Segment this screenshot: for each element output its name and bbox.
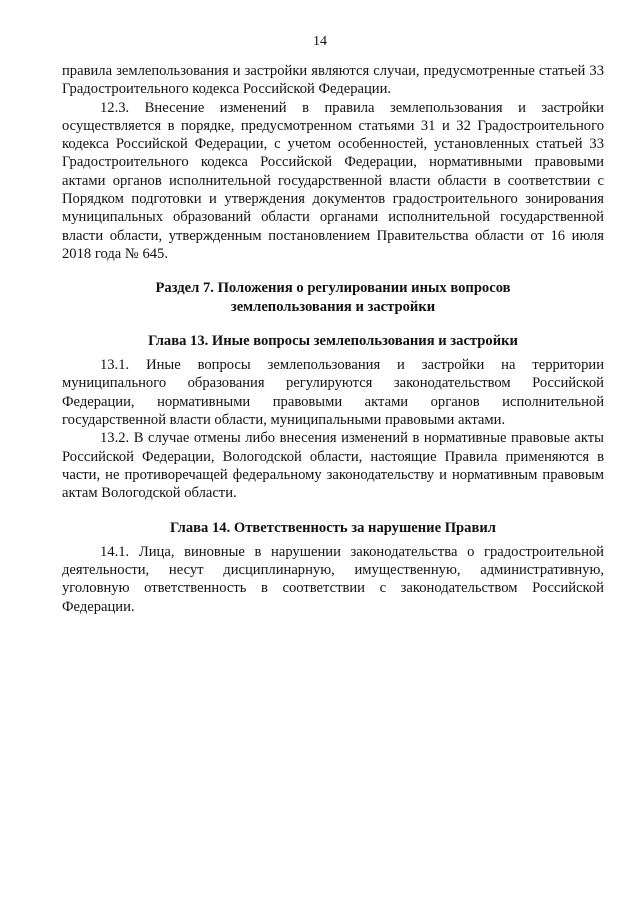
section-7-heading xyxy=(62,279,604,316)
chapter-14-heading: Глава 14. Ответственность за нарушение Правил xyxy=(170,519,496,536)
chapter-13-heading: Глава 13. Иные вопросы землепользования и застройки xyxy=(148,332,518,349)
paragraph-14-1: 14.1. Лица, виновные в нарушении законодательства о градостроительной деятельности, несут дисциплинарную, имущественную, административную, уголовную ответственность в соответствии с законодательством Российской Федерации. xyxy=(62,543,604,615)
section-7-heading-line-1: Раздел 7. Положения о регулировании иных вопросов xyxy=(155,280,511,297)
document-body xyxy=(62,62,604,616)
paragraph-13-2: 13.2. В случае отмены либо внесения изменений в нормативные правовые акты Российской Федерации, Вологодской области, настоящие Правила применяются в части, не противоречащей федеральному законодательству и нормативным правовым актам Вологодской области. xyxy=(62,430,604,502)
page-number: 14 xyxy=(313,34,327,49)
paragraph-12-3: 12.3. Внесение изменений в правила землепользования и застройки осуществляется в порядке, предусмотренном статьями 31 и 32 Градостроительного кодекса Российской Федерации, с учетом особенностей, установленных статьей 33 Градостроительного кодекса Российской Федерации, нормативными правовыми актами органов исполнительной государственной власти области в соответствии с Порядком подготовки и утверждения документов градостроительного зонирования муниципальных образований области органами исполнительной государственной власти области, утвержденным постановлением Правительства области от 16 июля 2018 года № 645. xyxy=(62,99,604,262)
section-7-heading-line-2: землепользования и застройки xyxy=(230,298,436,315)
paragraph-13-1: 13.1. Иные вопросы землепользования и застройки на территории муниципального образования регулируются законодательством Российской Федерации, нормативными правовыми актами органов исполнительной государственной власти области, муниципальными правовыми актами. xyxy=(62,357,604,429)
paragraph-continuation: правила землепользования и застройки являются случаи, предусмотренные статьей 33 Градостроительного кодекса Российской Федерации. xyxy=(62,63,604,98)
